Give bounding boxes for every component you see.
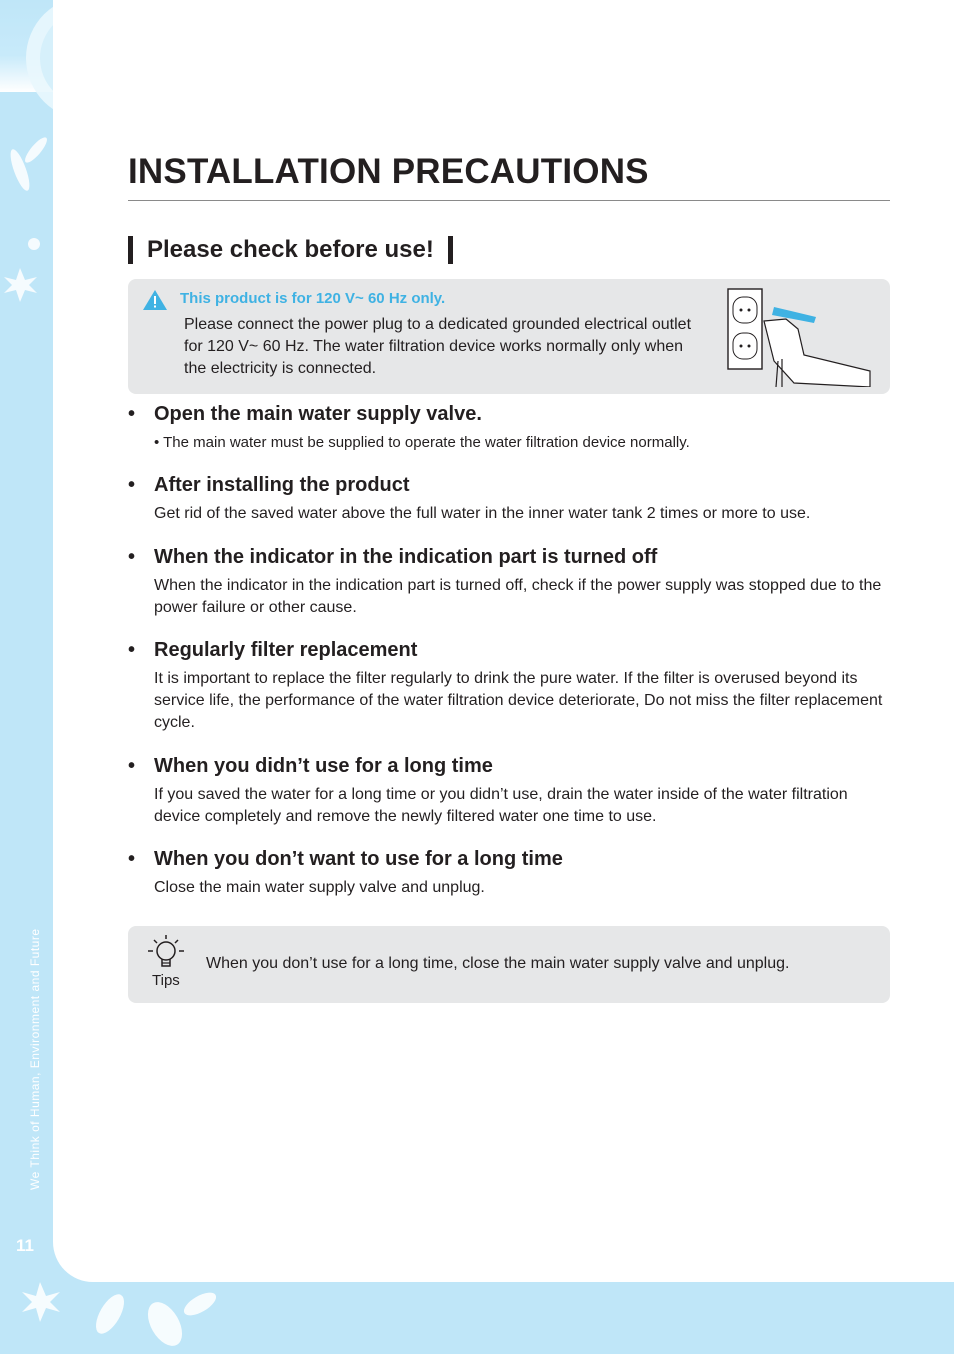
bullet: • [128,755,136,777]
item-body: • The main water must be supplied to operate the water filtration device normally. [154,434,690,451]
bullet: • [128,848,136,870]
item-heading: When you don’t want to use for a long time [154,848,563,870]
item-body: When the indicator in the indication part is turned off, check if the power supply was stopped due to the power failure or other cause. [154,577,882,616]
item-heading: Open the main water supply valve. [154,403,482,425]
side-slogan: We Think of Human, Environment and Future [28,928,42,1190]
lightbulb-icon [146,934,186,972]
precaution-item [128,546,890,619]
subheading-bar-right [448,236,453,264]
section-subheading [128,234,453,266]
bullet: • [128,474,136,496]
precaution-item [128,848,890,899]
tips-box [128,926,890,1003]
item-heading: Regularly filter replacement [154,639,418,661]
page-number: 11 [16,1236,34,1255]
warning-triangle-icon [142,289,168,311]
precaution-item [128,403,890,454]
item-body: It is important to replace the filter regularly to drink the pure water. If the filter is overused beyond its service life, the performance of the water filtration device deteriorate, Do not miss the filter replacement cycle. [154,670,883,731]
item-heading: After installing the product [154,474,410,496]
page-title: INSTALLATION PRECAUTIONS [128,152,649,191]
notice-title: This product is for 120 V~ 60 Hz only. [180,290,446,307]
item-body: Get rid of the saved water above the full water in the inner water tank 2 times or more to use. [154,505,811,522]
power-plug-illustration [724,285,874,387]
precaution-item [128,474,890,525]
item-body: Close the main water supply valve and unplug. [154,879,485,896]
floral-decoration-icon [0,1274,260,1354]
title-divider [128,200,890,201]
item-heading: When you didn’t use for a long time [154,755,493,777]
notice-body: Please connect the power plug to a dedicated grounded electrical outlet for 120 V~ 60 Hz. The water filtration device works normally only when the electricity is connected. [184,316,692,377]
power-notice-box [128,279,890,394]
subheading-text: Please check before use! [147,236,434,263]
bullet: • [128,639,136,661]
item-body: If you saved the water for a long time or you didn’t use, drain the water inside of the water filtration device completely and remove the newly filtered water one time to use. [154,786,848,825]
precaution-item [128,755,890,828]
tips-text: When you don’t use for a long time, close the main water supply valve and unplug. [206,955,790,972]
tips-label: Tips [152,972,180,989]
item-heading: When the indicator in the indication part is turned off [154,546,658,568]
page-top-curve [53,62,954,122]
bullet: • [128,546,136,568]
subheading-bar-left [128,236,133,264]
bullet: • [128,403,136,425]
precaution-item [128,639,890,734]
